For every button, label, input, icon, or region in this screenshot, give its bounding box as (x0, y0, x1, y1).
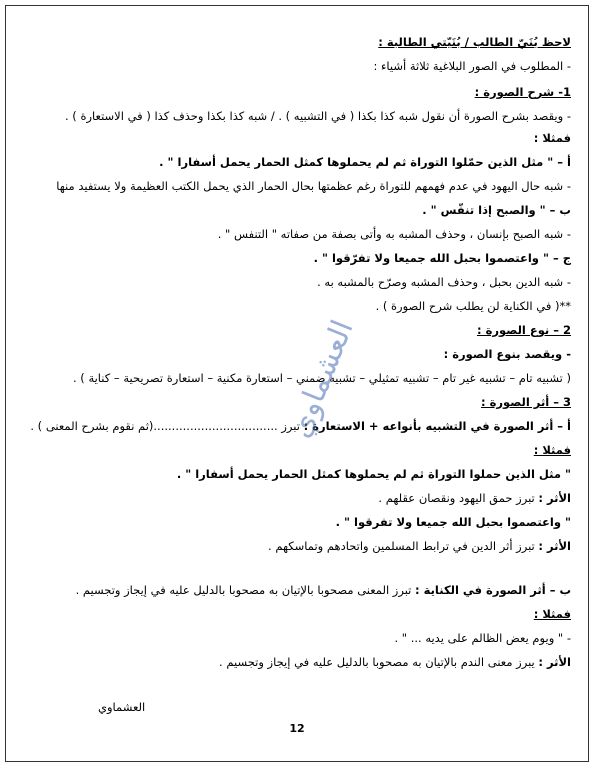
example-c-text: ج – " واعتصموا بحبل الله جميعا ولا تفرّقوا " . (313, 251, 571, 265)
section2-title: 2 – نوع الصورة : (477, 323, 571, 337)
section3-ex1: " مثل الذين حملوا التوراة ثم لم يحملوها كمثل الحمار يحمل أسفارا " . (176, 467, 571, 481)
section1-note: **( في الكناية لن يطلب شرح الصورة ) . (375, 299, 571, 313)
section3-a-rest: تبرز ..................................(ثم نقوم بشرح المعنى ) . (30, 419, 300, 433)
example-b-text: ب – " والصبح إذا تنفّس " . (422, 203, 571, 217)
section3-title: 3 – أثر الصورة : (480, 395, 571, 409)
section3-example-label: فمثلا : (533, 443, 571, 457)
section3-b-rest: تبرز المعنى مصحوبا بالإتيان به مصحوبا بالدليل عليه في إيجاز وتجسيم . (75, 583, 412, 597)
effect-text: تبرز حمق اليهود ونقصان عقلهم . (378, 491, 535, 505)
effect-label: الأثر : (538, 655, 571, 669)
example-c-explanation: - شبه الدين بحبل ، وحذف المشبه وصرّح بالمشبه به . (317, 275, 571, 289)
section2-types: ( تشبيه تام – تشبيه غير تام – تشبيه تمثيلي – تشبيه ضمني – استعارة مكنية – استعارة تصريحية – كناية ) . (72, 371, 571, 385)
section1-example-label: فمثلا : (533, 131, 571, 145)
section3-ex3: - " ويوم يعض الظالم على يديه ... " . (394, 631, 571, 645)
effect-label: الأثر : (538, 491, 571, 505)
example-a-explanation: - شبه حال اليهود في عدم فهمهم للتوراة رغم عظمتها بحال الحمار الذي يحمل الكتب العظيمة ولا يستفيد منها (56, 179, 571, 193)
section3-b-line (76, 582, 571, 598)
section3-ex2-effect (268, 538, 571, 554)
section2-desc-label: - ويقصد بنوع الصورة : (443, 347, 571, 361)
example-b-explanation: - شبه الصبح بإنسان ، وحذف المشبه به وأتى بصفة من صفاته " التنفس " . (217, 227, 571, 241)
effect-text: تبرز أثر الدين في ترابط المسلمين واتحادهم وتماسكهم . (268, 539, 535, 553)
watermark: العشماوي (282, 315, 361, 443)
page-heading: لاحظ بُنَيّ الطالب / بُنَيّتي الطالبة : (378, 35, 571, 49)
author-signature: العشماوي (98, 700, 146, 714)
section1-desc: - ويقصد بشرح الصورة أن نقول شبه كذا بكذا ( في التشبيه ) . / شبه كذا بكذا وحذف كذا ( في الاستعارة ) . (64, 109, 571, 123)
section3-example2-label: فمثلا : (533, 607, 571, 621)
section3-ex2: " واعتصموا بحبل الله جميعا ولا تفرقوا " . (335, 515, 571, 529)
section3-b-label: ب – أثر الصورة في الكناية : (415, 583, 571, 597)
intro-text: - المطلوب في الصور البلاغية ثلاثة أشياء : (373, 59, 571, 73)
page-number: 12 (289, 722, 305, 735)
section1-title: 1- شرح الصورة : (474, 85, 571, 99)
section3-ex3-effect (219, 654, 571, 670)
section3-a-label: أ – أثر الصورة في التشبيه بأنواعه + الاستعارة : (303, 419, 571, 433)
example-a-text: أ – " مثل الذين حمّلوا التوراة ثم لم يحملوها كمثل الحمار يحمل أسفارا " . (159, 155, 571, 169)
effect-label: الأثر : (538, 539, 571, 553)
section3-ex1-effect (378, 490, 571, 506)
effect-text: يبرز معنى الندم بالإتيان به مصحوبا بالدليل عليه في إيجاز وتجسيم . (219, 655, 535, 669)
